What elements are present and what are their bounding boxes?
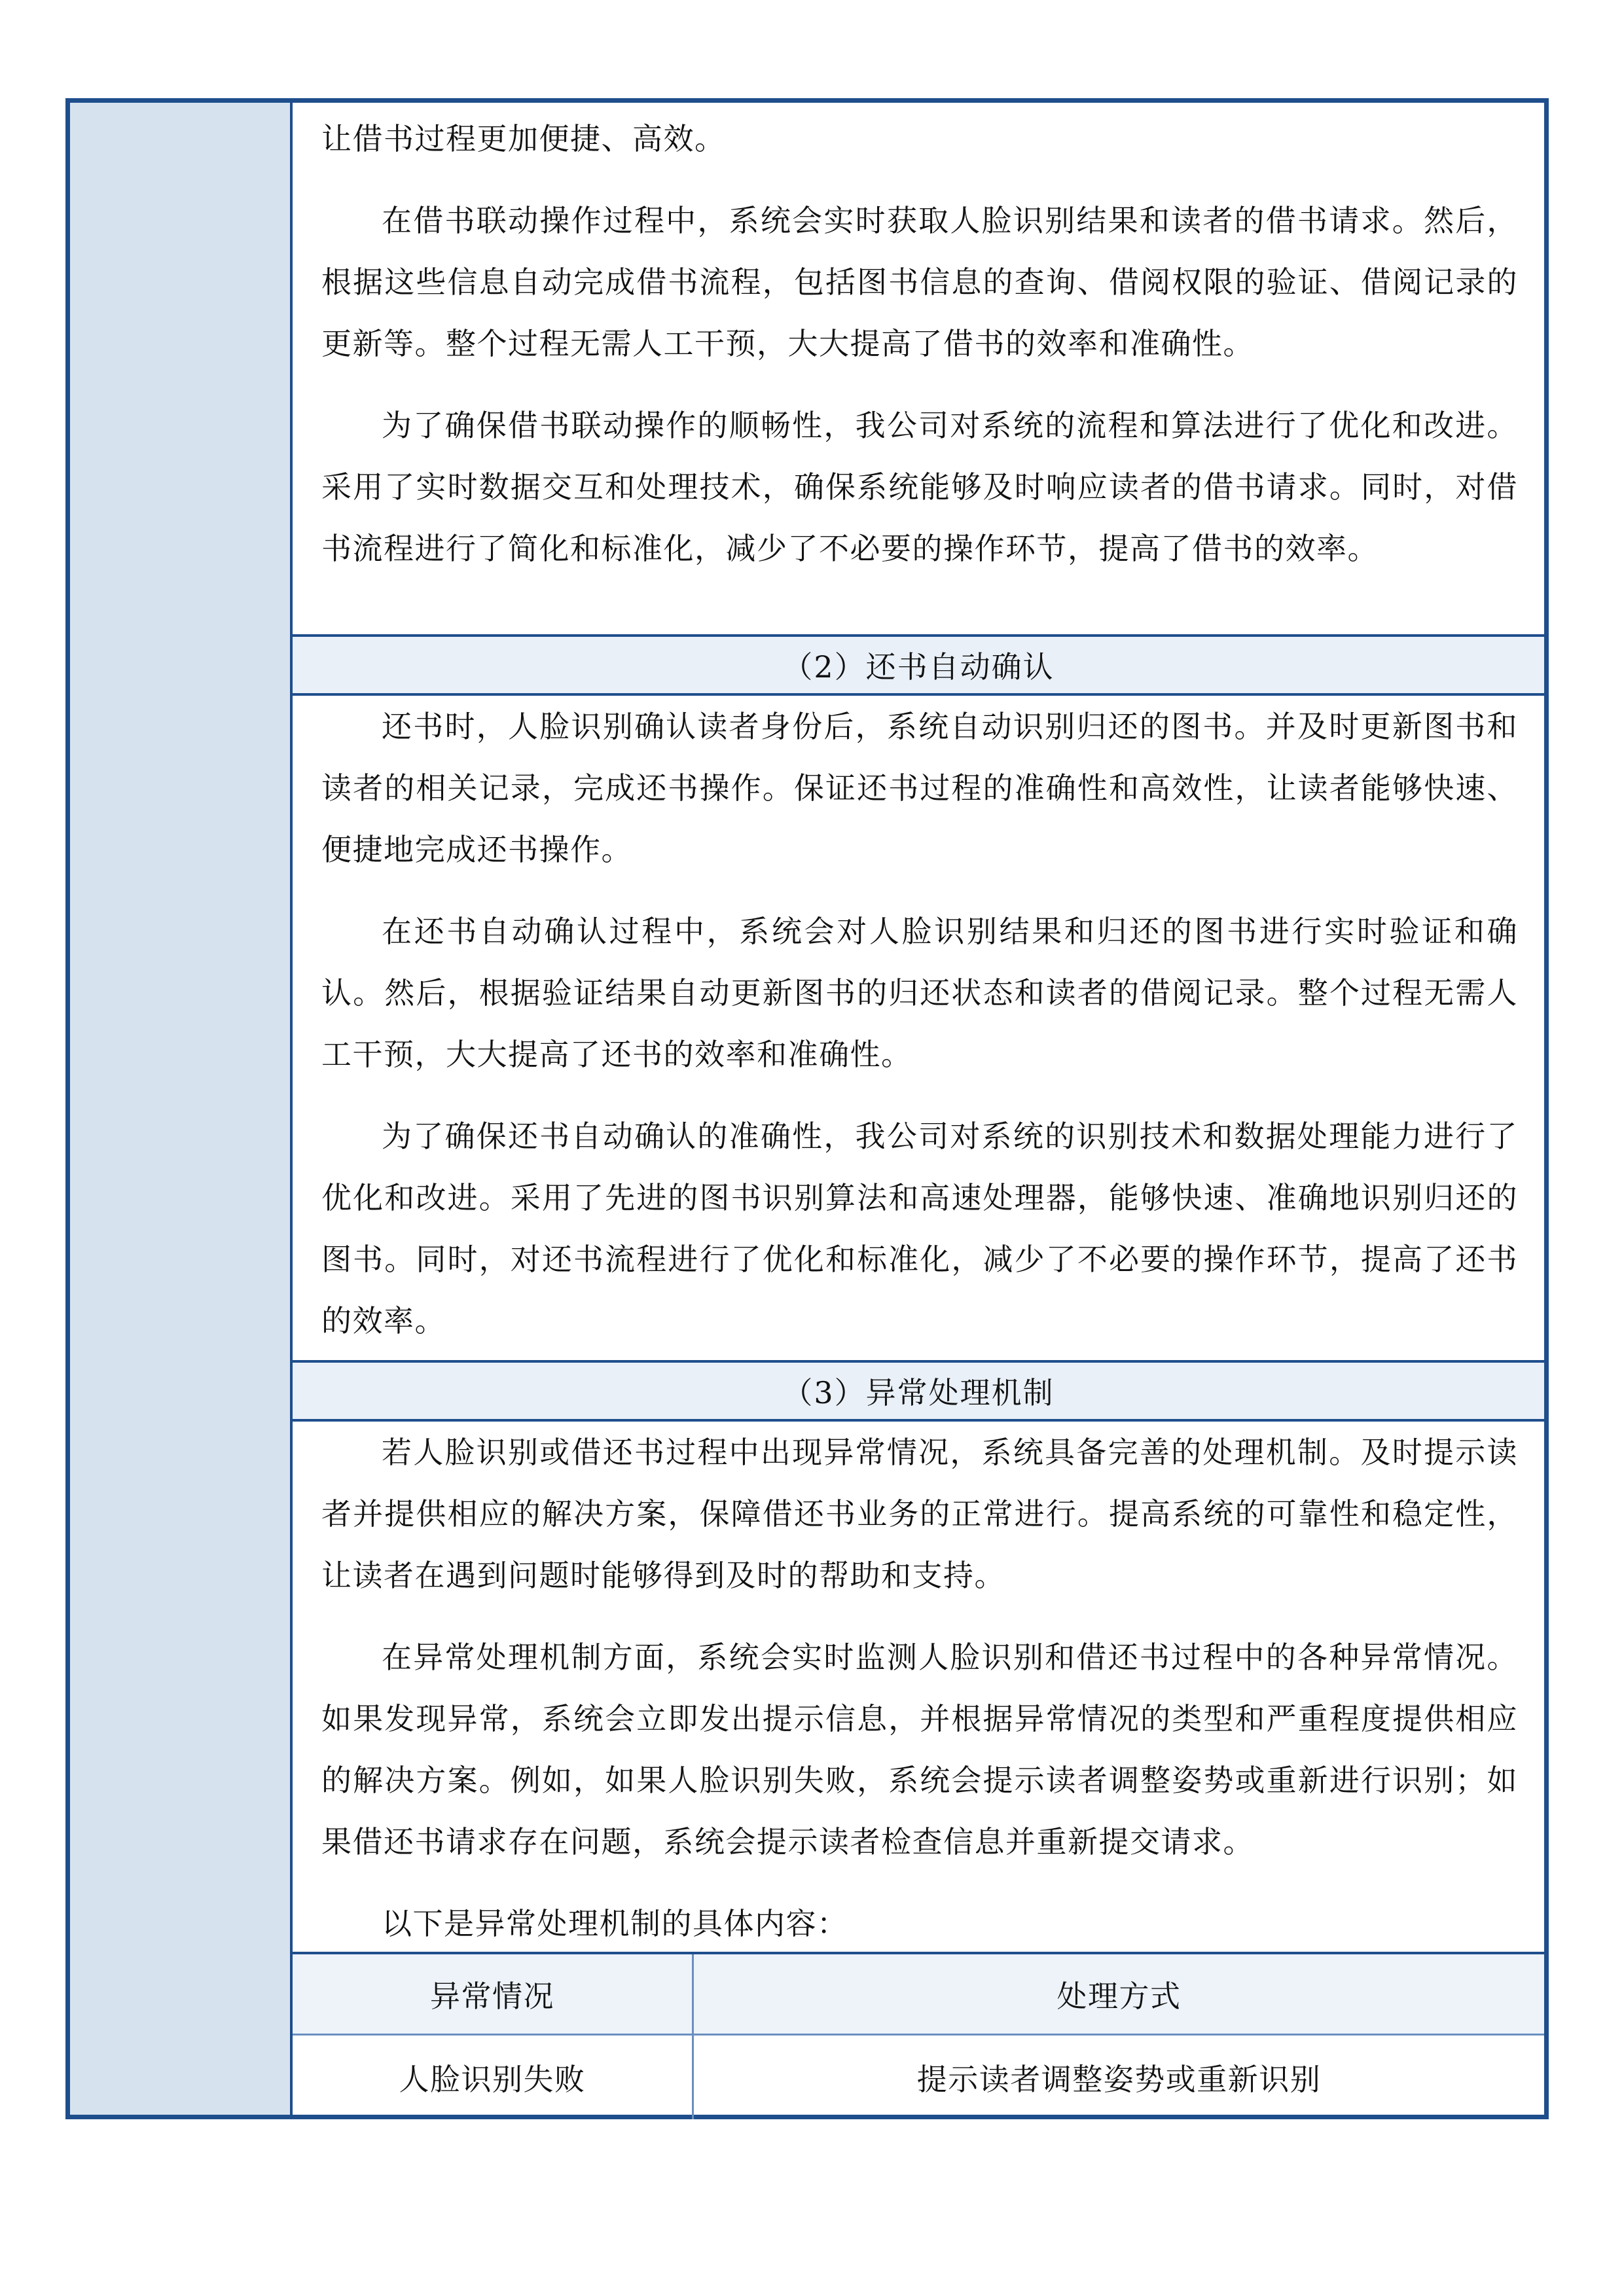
paragraph: 若人脸识别或借还书过程中出现异常情况，系统具备完善的处理机制。及时提示读者并提供相应的解决方案，保障借还书业务的正常进行。提高系统的可靠性和稳定性，让读者在遇到问题时能够得到及时的帮助和支持。	[321, 1435, 1518, 1593]
paragraph: 为了确保还书自动确认的准确性，我公司对系统的识别技术和数据处理能力进行了优化和改进。采用了先进的图书识别算法和高速处理器，能够快速、准确地识别归还的图书。同时，对还书流程进行了优化和标准化，减少了不必要的操作环节，提高了还书的效率。	[321, 1119, 1518, 1338]
table-header-cell: 异常情况	[293, 1954, 694, 2034]
paragraph: 在借书联动操作过程中，系统会实时获取人脸识别结果和读者的借书请求。然后，根据这些信息自动完成借书流程，包括图书信息的查询、借阅权限的验证、借阅记录的更新等。整个过程无需人工干预，大大提高了借书的效率和准确性。	[321, 203, 1518, 361]
paragraph: 为了确保借书联动操作的顺畅性，我公司对系统的流程和算法进行了优化和改进。采用了实时数据交互和处理技术，确保系统能够及时响应读者的借书请求。同时，对借书流程进行了简化和标准化，减少了不必要的操作环节，提高了借书的效率。	[321, 408, 1518, 566]
left-column	[70, 103, 293, 2115]
intro-block	[293, 108, 1544, 600]
section-header-exception	[293, 1360, 1544, 1422]
document-frame	[65, 98, 1549, 2119]
paragraph: 还书时，人脸识别确认读者身份后，系统自动识别归还的图书。并及时更新图书和读者的相关记录，完成还书操作。保证还书过程的准确性和高效性，让读者能够快速、便捷地完成还书操作。	[321, 709, 1518, 867]
exception-block	[293, 1422, 1544, 1975]
exception-table	[293, 1952, 1544, 2119]
table-header-row	[293, 1954, 1544, 2036]
paragraph: 以下是异常处理机制的具体内容：	[382, 1906, 848, 1941]
section-title: （3）异常处理机制	[782, 1375, 1055, 1410]
table-cell: 人脸识别失败	[293, 2036, 694, 2119]
table-header-cell: 处理方式	[1056, 1978, 1182, 2014]
paragraph: 在异常处理机制方面，系统会实时监测人脸识别和借还书过程中的各种异常情况。如果发现异常，系统会立即发出提示信息，并根据异常情况的类型和严重程度提供相应的解决方案。例如，如果人脸识别失败，系统会提示读者调整姿势或重新进行识别；如果借还书请求存在问题，系统会提示读者检查信息并重新提交请求。	[321, 1640, 1518, 1859]
table-cell: 提示读者调整姿势或重新识别	[916, 2062, 1322, 2097]
content-column	[293, 103, 1544, 2115]
paragraph: 在还书自动确认过程中，系统会对人脸识别结果和归还的图书进行实时验证和确认。然后，根据验证结果自动更新图书的归还状态和读者的借阅记录。整个过程无需人工干预，大大提高了还书的效率和准确性。	[321, 914, 1518, 1072]
section-header-return	[293, 634, 1544, 696]
paragraph: 让借书过程更加便捷、高效。	[321, 121, 726, 156]
section-title: （2）还书自动确认	[782, 649, 1055, 685]
return-block	[293, 696, 1544, 1372]
table-row	[293, 2036, 1544, 2119]
